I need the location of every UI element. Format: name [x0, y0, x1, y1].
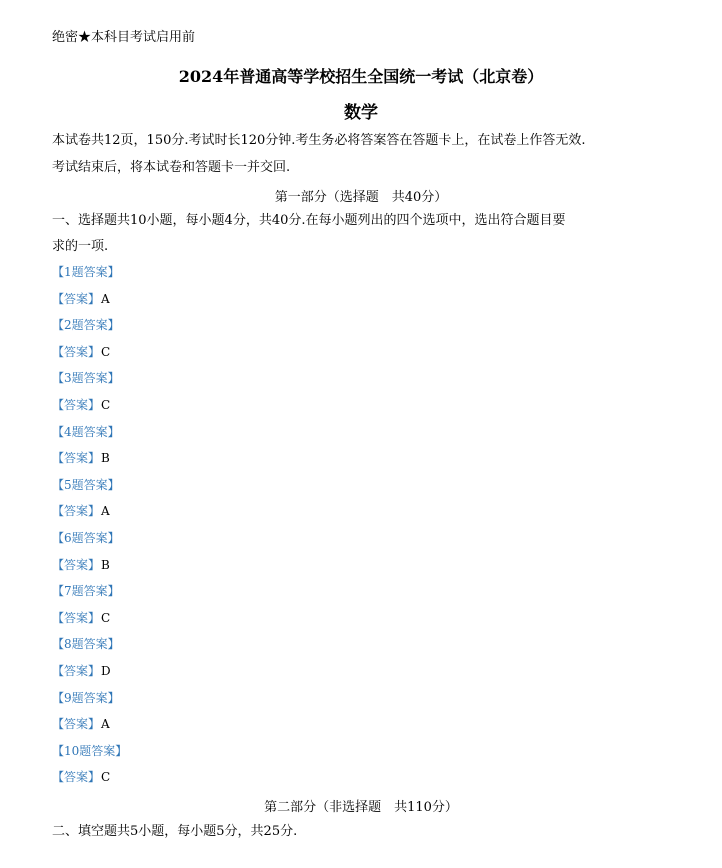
answer-value: A [101, 717, 110, 732]
confidential-notice: 绝密★本科目考试启用前 [52, 30, 196, 45]
part-one-heading: 第一部分（选择题 共40分） [274, 190, 448, 205]
list-item [52, 317, 352, 344]
list-item [52, 477, 352, 504]
answer-label: 【答案】 [52, 344, 101, 359]
answer-label: 【答案】 [52, 770, 101, 785]
list-item [52, 636, 352, 663]
answer-value: C [101, 344, 111, 359]
answer-value: A [101, 291, 110, 306]
answer-value: C [101, 397, 111, 412]
answer-value: C [101, 770, 111, 785]
question-label: 【4题答案】 [52, 424, 120, 439]
question-label: 【2题答案】 [52, 318, 120, 333]
answer-value: A [101, 504, 110, 519]
question-label: 【6题答案】 [52, 530, 120, 545]
section-two-description: 二、填空题共5小题，每小题5分，共25分. [52, 824, 298, 839]
question-label: 【10题答案】 [52, 743, 128, 758]
question-label: 【7题答案】 [52, 584, 120, 599]
part-two-heading: 第二部分（非选择题 共110分） [264, 800, 458, 815]
section-one-description-line-1: 一、选择题共10小题，每小题4分，共40分.在每小题列出的四个选项中，选出符合题目要 [52, 213, 566, 228]
answer-value: B [101, 451, 110, 466]
answer-label: 【答案】 [52, 557, 101, 572]
list-item [52, 610, 352, 637]
section-one-description-line-2: 求的一项. [52, 239, 109, 254]
answer-label: 【答案】 [52, 610, 101, 625]
list-item [52, 716, 352, 743]
list-item [52, 503, 352, 530]
question-label: 【5题答案】 [52, 477, 120, 492]
answer-value: B [101, 557, 110, 572]
list-item [52, 583, 352, 610]
list-item [52, 424, 352, 451]
answer-value: D [101, 663, 111, 678]
list-item [52, 530, 352, 557]
list-item [52, 557, 352, 584]
list-item [52, 264, 352, 291]
list-item [52, 769, 352, 796]
answer-label: 【答案】 [52, 663, 101, 678]
answer-label: 【答案】 [52, 504, 101, 519]
instructions-line-2: 考试结束后，将本试卷和答题卡一并交回. [52, 160, 291, 175]
answer-label: 【答案】 [52, 397, 101, 412]
subject-heading: 数学 [344, 103, 378, 123]
list-item [52, 663, 352, 690]
list-item [52, 690, 352, 717]
answer-value: C [101, 610, 111, 625]
list-item [52, 397, 352, 424]
exam-title: 2024年普通高等学校招生全国统一考试（北京卷） [178, 67, 544, 86]
question-label: 【8题答案】 [52, 637, 120, 652]
question-label: 【9题答案】 [52, 690, 120, 705]
list-item [52, 370, 352, 397]
question-label: 【3题答案】 [52, 371, 120, 386]
question-label: 【1题答案】 [52, 265, 120, 279]
list-item [52, 743, 352, 770]
answer-label: 【答案】 [52, 717, 101, 732]
instructions-line-1: 本试卷共12页，150分.考试时长120分钟.考生务必将答案答在答题卡上，在试卷上作答无效. [52, 133, 586, 148]
list-item [52, 344, 352, 371]
answer-list [52, 264, 352, 796]
answer-label: 【答案】 [52, 291, 101, 306]
list-item [52, 291, 352, 318]
list-item [52, 450, 352, 477]
answer-label: 【答案】 [52, 451, 101, 466]
